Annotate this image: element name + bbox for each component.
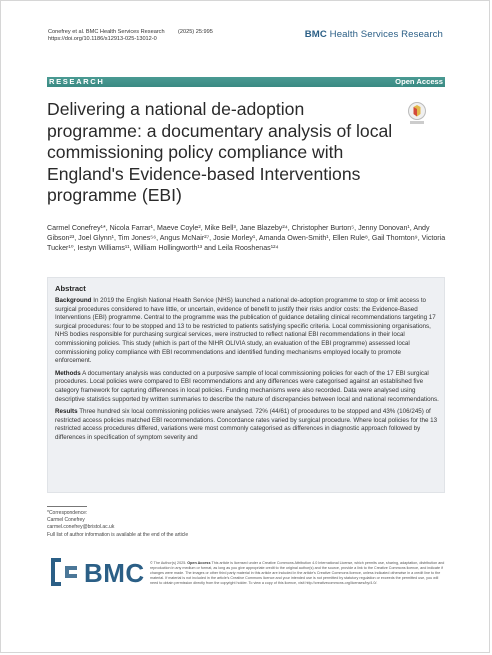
journal-subtitle: Health Services Research — [326, 29, 443, 40]
abstract-results — [55, 408, 439, 442]
author-info-note: Full list of author information is available at the end of the article — [47, 532, 189, 538]
journal-brand: BMC — [304, 29, 327, 40]
abstract-heading: Abstract — [55, 284, 86, 293]
author-list: Carmel Conefrey¹*, Nicola Farrar¹, Maeve Coyle², Mike Bell³, Jane Blazeby²⁴, Christopher Burton⁵, Jenny Donovan¹, Andy Gibson²³, Joel Glynn¹, Tim Jones⁵⁶, Angus McNair²⁷, Josie Morley¹, Amanda Owen-Smith¹, Ellen Rule⁸, Gail Thornton⁹, Victoria Tucker¹⁰, Iestyn Williams¹¹, William Hollingworth¹³ and Leila Rooshenas¹²⁴ — [47, 224, 446, 253]
background-text: In 2019 the English National Health Service (NHS) launched a national de-adoption programme to stop or limit access to surgical procedures considered to have little, or uncertain, evidence of benefit to justify their risks and/or costs: the Evidence-Based Interventions (EBI) programme. Central to the programme was the publication of guidance detailing clinical recommendations targeting 17 surgical procedures: four to be stopped and 13 to be restricted to patients satisfying specific criteria. Local commissioning organisations, NHS bodies responsible for purchasing surgical services, were instructed to reflect national EBI recommendations in their local commissioning policies. This study (which is part of the NIHR OLIVIA study, an evaluation of the EBI programme) assessed local commissioning policy compliance with EBI recommendations and identified funding mechanisms employed locally to promote enforcement. — [55, 297, 436, 365]
check-for-updates-icon[interactable] — [407, 101, 427, 127]
methods-label: Methods — [55, 369, 81, 377]
citation-text: Conefrey et al. BMC Health Services Research — [48, 29, 165, 35]
license-body: This article is licensed under a Creative Commons Attribution 4.0 International License, which permits use, sharing, adaptation, distribution and reproduction in any medium or format, as long as you give appropriate credit to the original author(s) and the source, provide a link to the Creative Commons licence, and indicate if changes were made. The images or other third party material in this article are included in the article's Creative Commons licence, unless indicated otherwise in a credit line to the material. If material is not included in the article's Creative Commons licence and your intended use is not permitted by statutory regulation or exceeds the permitted use, you will need to obtain permission directly from the copyright holder. To view a copy of this licence, visit http://creativecommons.org/licenses/by/4.0/. — [150, 561, 445, 586]
citation-pages: (2025) 25:995 — [178, 29, 213, 35]
license-open-access: Open Access — [187, 561, 211, 565]
results-text: Three hundred six local commissioning policies were analysed. 72% (44/61) of procedures to be stopped and 43% (106/245) of restricted access policies matched EBI recommendations. Concordance rates varied by surgical procedure. Where local policies for the 13 restricted access procedures differed, variations were most commonly categorised as differences in diagnostic approach followed by differences in specification of symptom severity and — [55, 408, 438, 441]
doi-link[interactable]: https://doi.org/10.1186/s12913-025-13012-0 — [48, 36, 157, 42]
license-text — [150, 561, 445, 586]
bmc-logo-text: BMC — [84, 558, 145, 588]
correspondence-note — [47, 510, 114, 530]
correspondence-label: *Correspondence: — [47, 510, 88, 516]
article-type-label: RESEARCH — [49, 77, 105, 86]
results-label: Results — [55, 408, 78, 416]
background-label: Background — [55, 297, 92, 304]
article-title: Delivering a national de-adoption programme: a documentary analysis of local commissioning policy compliance with England's Evidence-based Interventions programme (EBI) — [47, 99, 393, 205]
correspondence-name: Carmel Conefrey — [47, 516, 85, 523]
journal-name — [305, 29, 443, 40]
abstract-methods — [55, 370, 439, 404]
abstract-background — [55, 297, 439, 366]
methods-text: A documentary analysis was conducted on a purposive sample of local commissioning policies for each of the 17 EBI surgical procedures. Local policies were compared to EBI recommendations and any differences were categorised against an established five category framework for capturing differences in local policies. Funding mechanisms were also recorded. Data were analysed using descriptive statistics supported by written summaries to describe the nature of discrepancies between local and national recommendations. — [55, 369, 439, 403]
open-access-label: Open Access — [395, 77, 443, 86]
article-type-bar — [47, 77, 445, 87]
license-copyright: © The Author(s) 2025. — [150, 561, 187, 565]
footnote-divider — [47, 506, 87, 507]
abstract-section — [47, 277, 445, 493]
correspondence-email[interactable]: carmel.conefrey@bristol.ac.uk — [47, 523, 115, 530]
article-citation — [48, 29, 213, 43]
